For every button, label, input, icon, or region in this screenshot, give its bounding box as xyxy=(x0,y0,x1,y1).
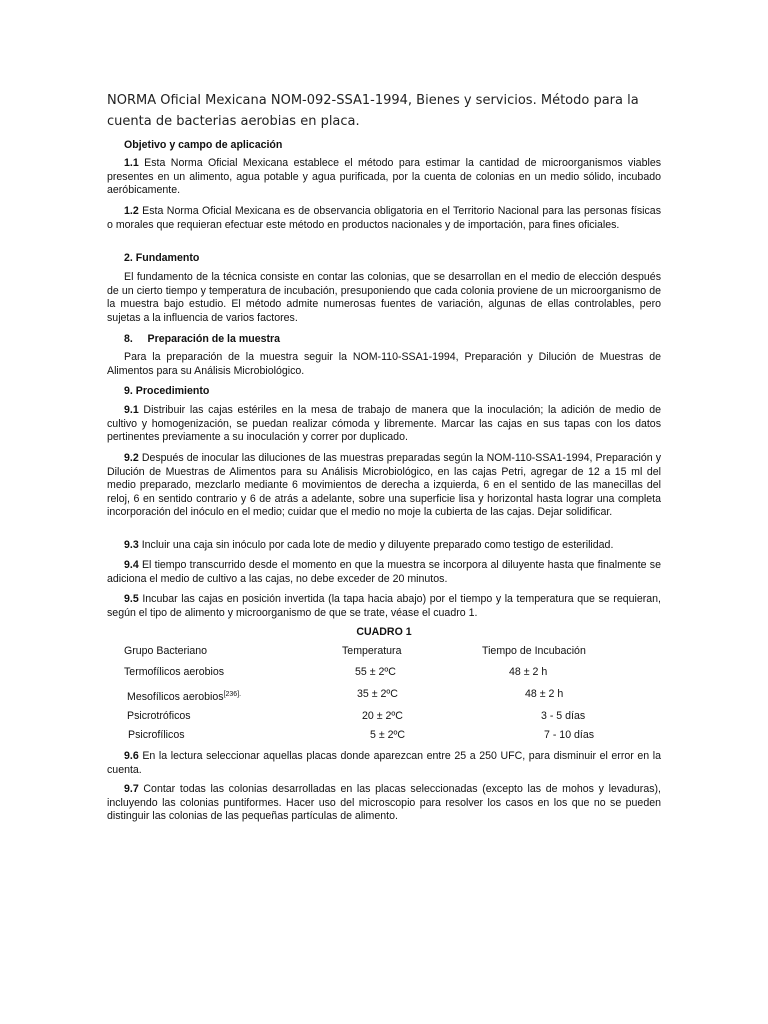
table-cell-group: Psicrofílicos xyxy=(128,729,185,741)
paragraph-text: Después de inocular las diluciones de las muestras preparadas según la NOM-110-SSA1-1994, Preparación y Dilución de Muestras de Alimentos para su Análisis Microbiológico, en las cajas Petri, agregar de 12 a 15 ml del medio preparado, mezclarlo mediante 6 movimientos de derecha a izquierda, 6 en el sentido de las manecillas del reloj, 6 en sentido contrario y 6 de atrás a adelante, sobre una superficie lisa y horizontal hasta lograr una completa incorporación del inóculo en el medio; cuidar que el medio no moje la cubierta de las cajas. Dejar solidificar. xyxy=(107,452,661,518)
paragraph-9-2 xyxy=(107,452,661,520)
paragraph-fundamento xyxy=(107,271,661,325)
paragraph-text: Esta Norma Oficial Mexicana es de observancia obligatoria en el Territorio Nacional para las personas físicas o morales que requieran efectuar este método en productos nacionales y de importación, para fines oficiales. xyxy=(107,205,661,231)
heading-preparacion: 8. Preparación de la muestra xyxy=(124,333,281,345)
heading-objetivo: Objetivo y campo de aplicación xyxy=(124,139,283,151)
table-cell-group: Psicrotróficos xyxy=(127,710,191,722)
section-number: 9.7 xyxy=(124,783,139,795)
heading-procedimiento: 9. Procedimiento xyxy=(124,385,210,397)
paragraph-text: Incluir una caja sin inóculo por cada lote de medio y diluyente preparado como testigo de esterilidad. xyxy=(141,539,614,551)
section-number: 1.2 xyxy=(124,205,139,217)
section-number: 9.6 xyxy=(124,750,139,762)
document-title: NORMA Oficial Mexicana NOM-092-SSA1-1994, Bienes y servicios. Método para la cuenta de bacterias aerobias en placa. xyxy=(107,93,639,129)
table-header-group: Grupo Bacteriano xyxy=(124,645,208,657)
paragraph-text: Distribuir las cajas estériles en la mesa de trabajo de manera que la inoculación; la adición de medio de cultivo y homogenización, se puedan realizar cómoda y libremente. Marcar las cajas en sus tapas con los datos pertinentes previamente a su inoculación y correr por duplicado. xyxy=(107,404,661,443)
table-cell-time: 3 - 5 días xyxy=(541,710,586,722)
paragraph-text: Incubar las cajas en posición invertida (la tapa hacia abajo) por el tiempo y la temperatura que se requieran, según el tipo de alimento y microorganismo de que se trate, véase el cuadro 1. xyxy=(107,593,661,619)
section-number: 1.1 xyxy=(124,157,139,169)
table-cell-temperature: 55 ± 2ºC xyxy=(355,666,396,678)
section-number: 9.4 xyxy=(124,559,139,571)
table-cell-time: 48 ± 2 h xyxy=(509,666,548,678)
paragraph-9-5 xyxy=(107,593,661,620)
section-number: 9.2 xyxy=(124,452,139,464)
paragraph-9-6 xyxy=(107,750,661,777)
paragraph-9-4 xyxy=(107,559,661,586)
paragraph-text: Para la preparación de la muestra seguir la NOM-110-SSA1-1994, Preparación y Dilución de Muestras de Alimentos para su Análisis Microbiológico. xyxy=(107,351,661,377)
paragraph-text: Contar todas las colonias desarrolladas en las placas seleccionadas (excepto las de mohos y levaduras), incluyendo las colonias puntiformes. Hacer uso del microscopio para resolver los casos en los que no se pueden distinguir las colonias de las pequeñas partículas de alimento. xyxy=(107,783,661,822)
table-cell-group: Termofílicos aerobios xyxy=(124,666,225,678)
section-number: 9.3 xyxy=(124,539,139,551)
table-title: CUADRO 1 xyxy=(356,626,412,638)
paragraph-9-3 xyxy=(107,539,661,553)
table-header-time: Tiempo de Incubación xyxy=(482,645,586,657)
table-cell-group xyxy=(127,688,241,704)
table-cell-temperature: 5 ± 2ºC xyxy=(370,729,406,741)
table-cell-time: 7 - 10 días xyxy=(544,729,595,741)
section-number: 9.5 xyxy=(124,593,139,605)
paragraph-9-7 xyxy=(107,783,661,824)
paragraph-preparacion xyxy=(107,351,661,378)
paragraph-1-1 xyxy=(107,157,661,198)
table-cell-temperature: 35 ± 2ºC xyxy=(357,688,398,700)
paragraph-text: Esta Norma Oficial Mexicana establece el método para estimar la cantidad de microorganismos viables presentes en un alimento, agua potable y agua purificada, por la cuenta de colonias en un medio sólido, incubado aeróbicamente. xyxy=(107,157,662,196)
paragraph-text: En la lectura seleccionar aquellas placas donde aparezcan entre 25 a 250 UFC, para disminuir el error en la cuenta. xyxy=(107,750,661,776)
table-cell-temperature: 20 ± 2ºC xyxy=(362,710,403,722)
paragraph-1-2 xyxy=(107,205,661,232)
section-number: 9.1 xyxy=(124,404,139,416)
table-header-temperature: Temperatura xyxy=(342,645,402,657)
heading-fundamento: 2. Fundamento xyxy=(124,252,200,264)
paragraph-text: El tiempo transcurrido desde el momento en que la muestra se incorpora al diluyente hasta que finalmente se adiciona el medio de cultivo a las cajas, no debe exceder de 20 minutos. xyxy=(107,559,661,585)
paragraph-text: El fundamento de la técnica consiste en contar las colonias, que se desarrollan en el medio de elección después de un cierto tiempo y temperatura de incubación, presuponiendo que cada colonia proviene de un microorganismo de la muestra bajo estudio. El método admite numerosas fuentes de variación, algunas de ellas controlables, pero sujetas a la influencia de varios factores. xyxy=(107,271,661,324)
table-cell-time: 48 ± 2 h xyxy=(525,688,564,700)
paragraph-9-1 xyxy=(107,404,661,445)
reference-superscript: [236]. xyxy=(223,691,242,698)
group-name: Mesofílicos aerobios xyxy=(127,691,224,703)
